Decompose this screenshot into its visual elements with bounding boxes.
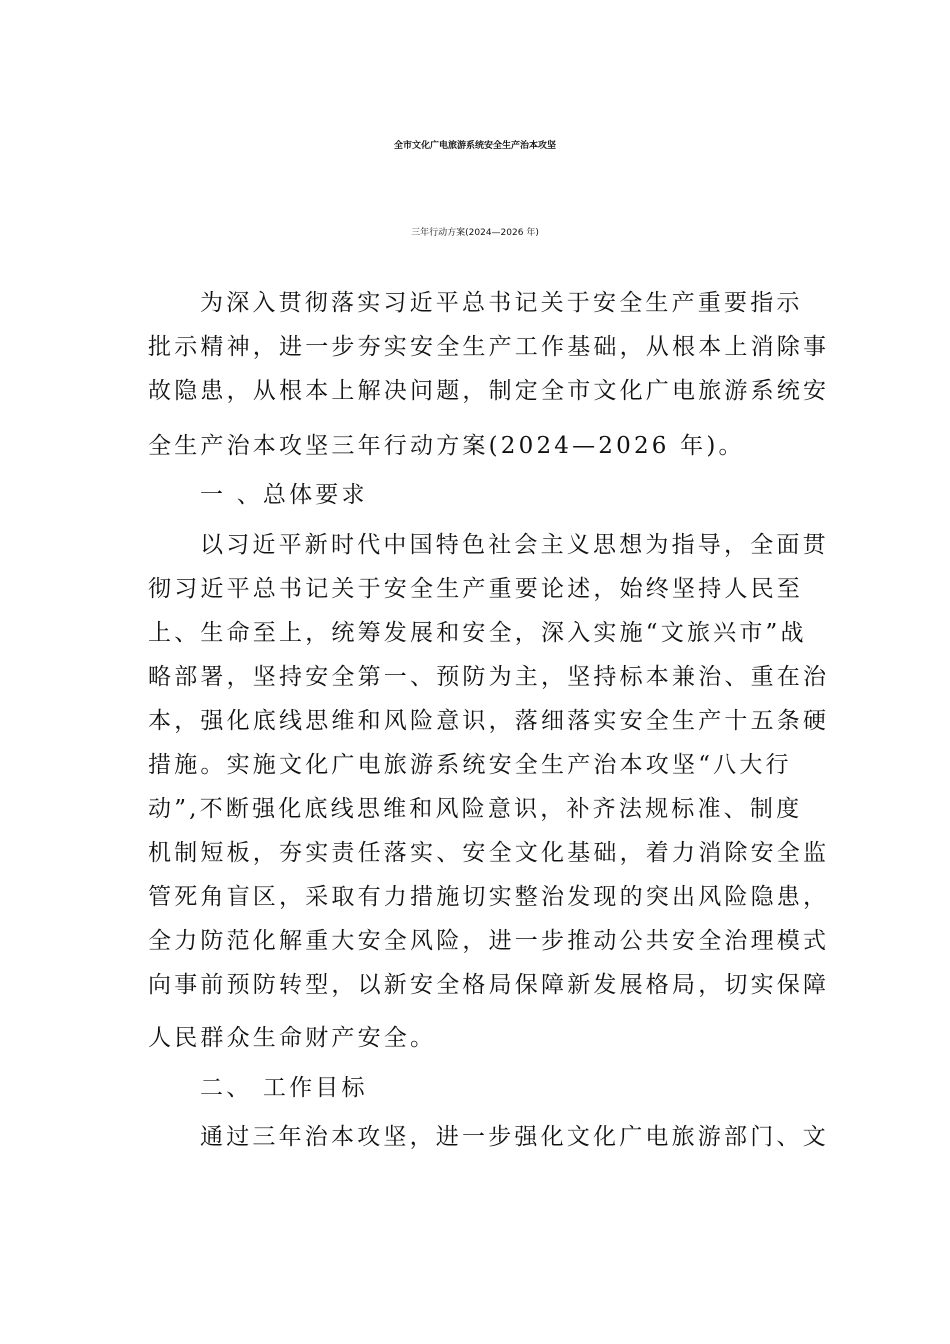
section-body-line: 略部署，坚持安全第一、预防为主，坚持标本兼治、重在治 <box>148 664 830 690</box>
document-title-line-1: 全市文化广电旅游系统安全生产治本攻坚 <box>393 141 556 151</box>
section-body-line: 以习近平新时代中国特色社会主义思想为指导，全面贯 <box>200 532 829 558</box>
section-body-line: 彻习近平总书记关于安全生产重要论述，始终坚持人民至 <box>148 576 803 602</box>
section-heading: 二、 工作目标 <box>200 1075 368 1101</box>
document-title-line-2: 三年行动方案(2024—2026 年) <box>411 228 539 238</box>
section-body-line: 机制短板，夯实责任落实、安全文化基础，着力消除安全监 <box>148 840 830 866</box>
section-body-line: 本，强化底线思维和风险意识，落细落实安全生产十五条硬 <box>148 708 830 734</box>
section-body-line: 通过三年治本攻坚，进一步强化文化广电旅游部门、文 <box>200 1124 829 1150</box>
intro-line: 批示精神，进一步夯实安全生产工作基础，从根本上消除事 <box>148 334 830 360</box>
intro-line: 为深入贯彻落实习近平总书记关于安全生产重要指示 <box>200 290 803 316</box>
section-body-line: 向事前预防转型，以新安全格局保障新发展格局，切实保障 <box>148 972 830 998</box>
section-body-line: 上、生命至上，统筹发展和安全，深入实施“文旅兴市”战 <box>148 620 807 646</box>
intro-line: 全生产治本攻坚三年行动方案(2024—2026 年)。 <box>148 433 745 459</box>
section-body-line: 动”,不断强化底线思维和风险意识，补齐法规标准、制度 <box>148 796 803 822</box>
section-heading: 一 、总体要求 <box>200 482 368 508</box>
intro-line: 故隐患，从根本上解决问题，制定全市文化广电旅游系统安 <box>148 378 830 404</box>
section-body-line: 人民群众生命财产安全。 <box>148 1025 437 1051</box>
section-body-line: 措施。实施文化广电旅游系统安全生产治本攻坚“八大行 <box>148 752 792 778</box>
section-body-line: 全力防范化解重大安全风险，进一步推动公共安全治理模式 <box>148 928 830 954</box>
section-body-line: 管死角盲区，采取有力措施切实整治发现的突出风险隐患， <box>148 884 830 910</box>
